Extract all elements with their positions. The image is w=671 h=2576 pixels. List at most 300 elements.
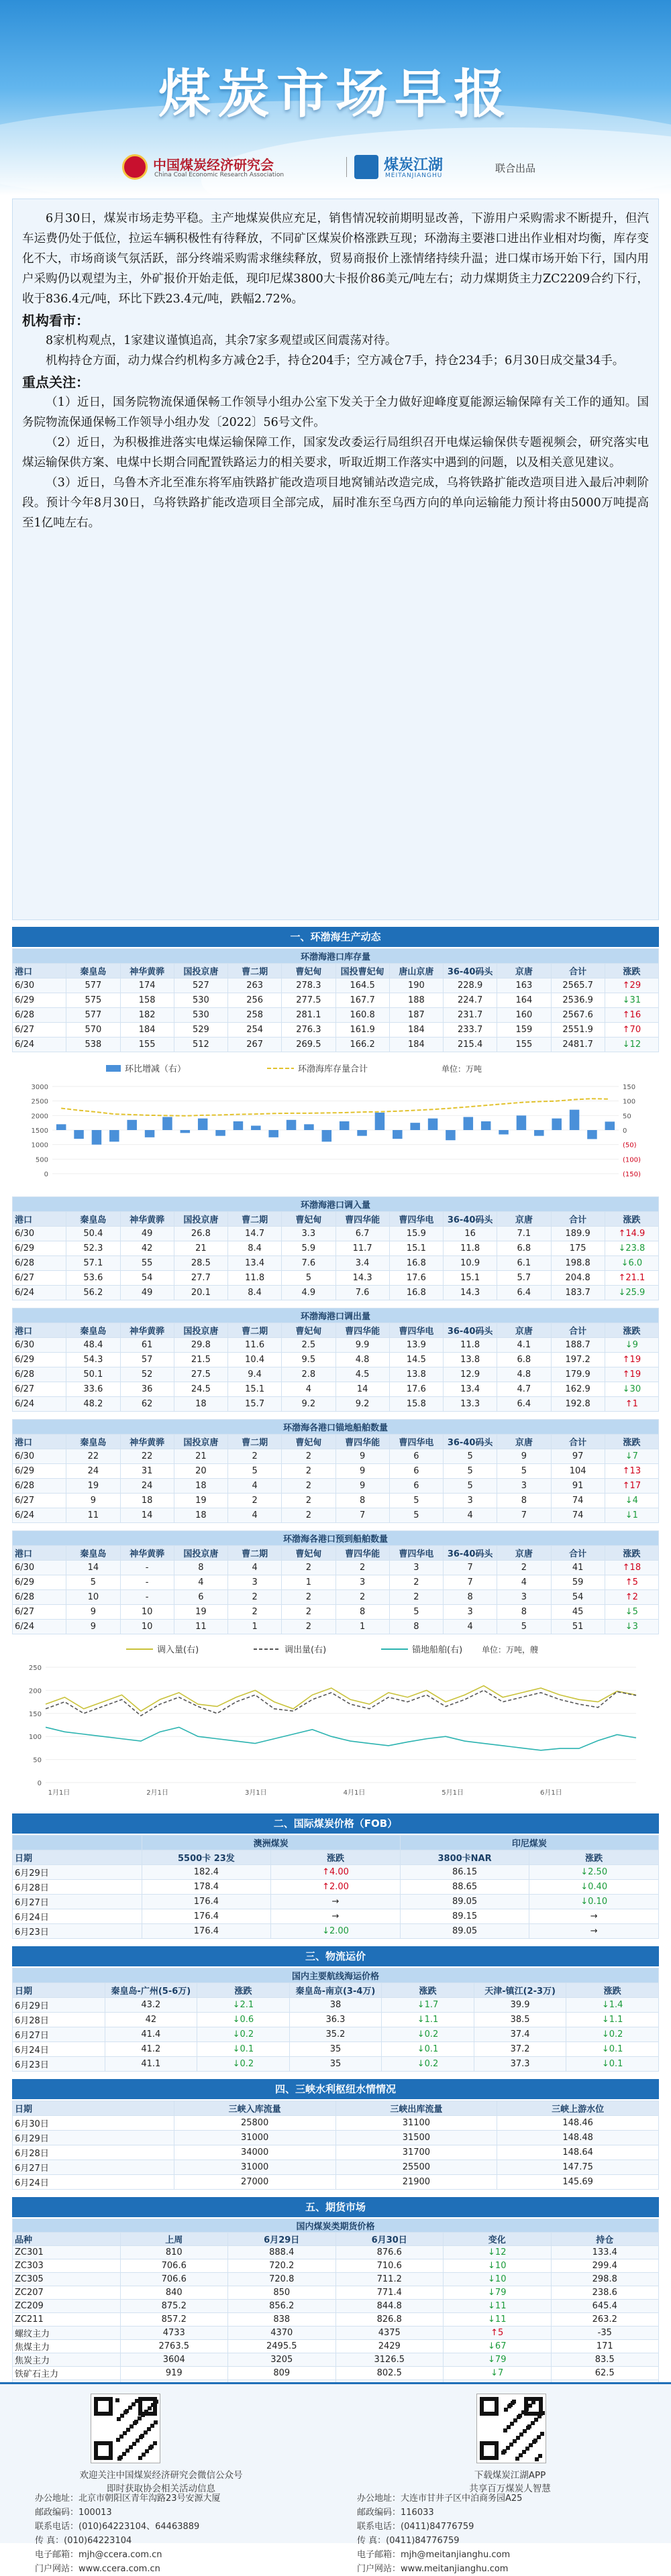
- data-cell: 6/28: [13, 1590, 66, 1605]
- data-cell: 4: [497, 1575, 551, 1590]
- data-cell: 17.6: [389, 1271, 443, 1286]
- data-cell: 850: [228, 2286, 336, 2300]
- data-cell: 25500: [336, 2160, 497, 2175]
- table-row: [13, 1256, 659, 1271]
- data-cell: 9.2: [336, 1397, 389, 1412]
- data-cell: 645.4: [551, 2300, 659, 2313]
- data-cell: 6.1: [497, 1256, 551, 1271]
- data-cell: 2: [336, 1561, 389, 1575]
- data-cell: 36: [120, 1382, 174, 1397]
- data-cell: ↓2.00: [271, 1924, 401, 1939]
- summary-paragraph: 6月30日，煤炭市场走势平稳。主产地煤炭供应充足，销售情况较前期明显改善，下游用户采购需求不断提升，但汽车运费仍处于低位，拉运车辆积极性有待释放，不同矿区煤炭价格涨跌互现；环渤海主要港口进出作业相对均衡，库存变化不大，市场商谈气氛活跃，部分终端采购需求继续释放，贸易商报价上涨情绪持续升温；进口煤市场开始下行，国内用户采购仍以观望为主，外矿报价开始走低，现印尼煤3800大卡报价86美元/吨左右；动力煤期货主力ZC2209合约下行，收于836.4元/吨，环比下跌23.4元/吨，跌幅2.72%。: [22, 212, 649, 306]
- data-cell: 278.3: [282, 978, 336, 993]
- data-cell: →: [529, 1909, 659, 1924]
- data-cell: 4.5: [336, 1367, 389, 1382]
- table-row: [13, 1271, 659, 1286]
- change-bar: [198, 1119, 208, 1130]
- data-cell: ↑5: [605, 1575, 658, 1590]
- data-cell: 145.69: [497, 2175, 659, 2190]
- data-cell: 163: [497, 978, 551, 993]
- x-tick-label: 6月1日: [539, 1789, 562, 1797]
- data-cell: ↑19: [605, 1353, 658, 1367]
- table-row: [13, 978, 659, 993]
- data-cell: 2: [228, 1494, 282, 1508]
- caption-cell: 环渤海各港口预到船舶数量: [13, 1531, 659, 1546]
- header-cell: 曹四华电: [389, 1212, 443, 1227]
- data-cell: 7.6: [282, 1256, 336, 1271]
- data-cell: 42: [120, 1241, 174, 1256]
- header-cell: 三峡出库流量: [336, 2101, 497, 2116]
- caption-cell: 国内主要航线海运价格: [13, 1968, 659, 1983]
- data-cell: 6月27日: [13, 1895, 142, 1909]
- data-cell: ↑17: [605, 1479, 658, 1494]
- header-cell: 国投京唐: [174, 1435, 227, 1449]
- data-cell: 6/28: [13, 1479, 66, 1494]
- logo-bar: [0, 152, 671, 182]
- data-cell: 254: [228, 1023, 282, 1038]
- y-tick-label: 1000: [31, 1141, 48, 1150]
- header-cell: 36-40码头: [444, 964, 497, 978]
- data-cell: 6/24: [13, 1038, 66, 1052]
- header-cell: 秦皇岛: [66, 1323, 120, 1338]
- data-cell: 840: [120, 2286, 228, 2300]
- table-row: [13, 1575, 659, 1590]
- table-row: [13, 2057, 659, 2072]
- data-cell: 50.1: [66, 1367, 120, 1382]
- app-qr-code-icon: [476, 2394, 546, 2463]
- header-cell: 曹四华能: [336, 1435, 389, 1449]
- change-bar: [251, 1126, 261, 1131]
- data-cell: 9.9: [336, 1338, 389, 1353]
- caption-cell: 环渤海港口库存量: [13, 949, 659, 964]
- table-row: [13, 2353, 659, 2367]
- ccera-name-en: China Coal Economic Research Association: [154, 172, 285, 178]
- data-cell: 269.5: [282, 1038, 336, 1052]
- caption-cell: [13, 1836, 142, 1850]
- y2-tick-label: (100): [623, 1156, 641, 1164]
- data-cell: 9: [66, 1494, 120, 1508]
- data-cell: 189.9: [551, 1227, 605, 1241]
- table-caption: [13, 1968, 659, 1983]
- data-cell: 6/29: [13, 1241, 66, 1256]
- data-cell: 54: [120, 1271, 174, 1286]
- data-cell: 6月29日: [13, 2131, 174, 2145]
- data-cell: 6/27: [13, 1271, 66, 1286]
- data-cell: 6/28: [13, 1367, 66, 1382]
- data-cell: 8.4: [228, 1286, 282, 1300]
- data-cell: ↑19: [605, 1367, 658, 1382]
- data-cell: 8: [497, 1605, 551, 1620]
- data-cell: 4: [282, 1382, 336, 1397]
- data-cell: 43.2: [105, 1998, 197, 2013]
- data-cell: 174: [120, 978, 174, 993]
- section-title-intl-price: 二、国际煤炭价格（FOB）: [12, 1813, 659, 1834]
- data-cell: ↑16: [605, 1008, 658, 1023]
- table-caption: [13, 949, 659, 964]
- data-cell: 2: [282, 1508, 336, 1523]
- data-cell: 18: [174, 1508, 227, 1523]
- data-cell: 538: [66, 1038, 120, 1052]
- data-cell: 267: [228, 1038, 282, 1052]
- data-cell: 4: [444, 1620, 497, 1634]
- section-title-three-gorges: 四、三峡水利枢纽水情情况: [12, 2079, 659, 2099]
- header-cell: 合计: [551, 964, 605, 978]
- data-cell: 6/30: [13, 1561, 66, 1575]
- header-cell: 神华黄骅: [120, 964, 174, 978]
- futures-table: [12, 2219, 659, 2394]
- table-row: [13, 2259, 659, 2273]
- data-cell: 2: [282, 1590, 336, 1605]
- header-cell: 涨跌: [197, 1983, 290, 1998]
- three-gorges-table: [12, 2101, 659, 2190]
- header-cell: 曹四华能: [336, 1546, 389, 1561]
- data-cell: ↑1: [605, 1397, 658, 1412]
- data-cell: 6月27日: [13, 2027, 105, 2042]
- data-cell: 6月23日: [13, 1924, 142, 1939]
- data-cell: ↓5: [605, 1605, 658, 1620]
- header-cell: 涨跌: [605, 1323, 658, 1338]
- table-row: [13, 1353, 659, 1367]
- data-cell: ↑18: [605, 1561, 658, 1575]
- data-cell: 18: [120, 1494, 174, 1508]
- data-cell: 48.4: [66, 1338, 120, 1353]
- data-cell: 6/30: [13, 978, 66, 993]
- data-cell: 34000: [174, 2145, 336, 2160]
- data-cell: 9.2: [282, 1397, 336, 1412]
- header-cell: 合计: [551, 1323, 605, 1338]
- table-row: [13, 1605, 659, 1620]
- data-cell: 6.4: [497, 1286, 551, 1300]
- data-cell: 6月24日: [13, 2042, 105, 2057]
- data-cell: 8: [336, 1494, 389, 1508]
- data-cell: 24: [120, 1479, 174, 1494]
- data-cell: 711.2: [336, 2273, 444, 2286]
- data-cell: 802.5: [336, 2367, 444, 2380]
- data-cell: 11.8: [444, 1241, 497, 1256]
- data-cell: 184: [389, 1023, 443, 1038]
- header-cell: 涨跌: [605, 1212, 658, 1227]
- data-cell: 42: [105, 2013, 197, 2027]
- data-cell: ZC301: [13, 2246, 121, 2259]
- change-bar: [410, 1123, 420, 1130]
- data-cell: 17.6: [389, 1382, 443, 1397]
- header-cell: 唐山京唐: [389, 964, 443, 978]
- data-cell: 57.1: [66, 1256, 120, 1271]
- wechat-caption: 欢迎关注中国煤炭经济研究会微信公众号 即时获取协会相关活动信息: [79, 2470, 243, 2494]
- data-cell: 3604: [120, 2353, 228, 2367]
- data-cell: ↑4.00: [271, 1865, 401, 1880]
- data-cell: ↓9: [605, 1338, 658, 1353]
- outflow-table: [12, 1308, 659, 1412]
- table-caption: [13, 1836, 659, 1850]
- data-cell: 5: [389, 1508, 443, 1523]
- data-cell: 6: [389, 1464, 443, 1479]
- header-cell: 变化: [444, 2233, 552, 2246]
- data-cell: ↓0.1: [566, 2042, 659, 2057]
- header-cell: 36-40码头: [444, 1323, 497, 1338]
- data-cell: 809: [228, 2367, 336, 2380]
- data-cell: 4733: [120, 2327, 228, 2340]
- data-cell: 162.9: [551, 1382, 605, 1397]
- data-cell: 74: [551, 1494, 605, 1508]
- data-cell: 89.05: [400, 1924, 529, 1939]
- app-caption: 下载煤炭江湖APP 共享百万煤炭人智慧: [469, 2470, 551, 2494]
- data-cell: 104: [551, 1464, 605, 1479]
- data-cell: 4: [228, 1561, 282, 1575]
- data-cell: 10: [120, 1605, 174, 1620]
- table-row: [13, 1449, 659, 1464]
- data-cell: ↓4: [605, 1494, 658, 1508]
- header-cell: 国投京唐: [174, 1212, 227, 1227]
- data-cell: 3: [389, 1561, 443, 1575]
- data-cell: 256: [228, 993, 282, 1008]
- data-cell: 50.4: [66, 1227, 120, 1241]
- x-tick-label: 1月1日: [48, 1789, 70, 1797]
- data-cell: 4.8: [497, 1367, 551, 1382]
- table-row: [13, 1286, 659, 1300]
- table-header: [13, 1435, 659, 1449]
- data-cell: 91: [551, 1479, 605, 1494]
- data-cell: ↓23.8: [605, 1241, 658, 1256]
- data-cell: 2536.9: [551, 993, 605, 1008]
- data-cell: 8: [497, 1494, 551, 1508]
- data-cell: 4370: [228, 2327, 336, 2340]
- header-cell: 港口: [13, 1546, 66, 1561]
- x-tick-label: 5月1日: [442, 1789, 464, 1797]
- data-cell: 263: [228, 978, 282, 993]
- institution-paragraph: 8家机构观点，1家建议谨慎追高，其余7家多观望或区间震荡对待。: [46, 334, 397, 347]
- header-cell: 曹妃甸: [282, 1323, 336, 1338]
- header-cell: 三峡入库流量: [174, 2101, 336, 2116]
- header-cell: 京唐: [497, 1435, 551, 1449]
- data-cell: 22: [66, 1449, 120, 1464]
- data-cell: 59: [551, 1575, 605, 1590]
- header-cell: 三峡上游水位: [497, 2101, 659, 2116]
- data-cell: 31700: [336, 2145, 497, 2160]
- data-cell: 49: [120, 1227, 174, 1241]
- data-cell: 39.9: [474, 1998, 566, 2013]
- data-cell: 7: [444, 1561, 497, 1575]
- data-cell: 21900: [336, 2175, 497, 2190]
- data-cell: 183.7: [551, 1286, 605, 1300]
- data-cell: 5: [444, 1479, 497, 1494]
- data-cell: 188.7: [551, 1338, 605, 1353]
- header-cell: 国投曹妃甸: [336, 964, 389, 978]
- data-cell: 176.4: [142, 1909, 271, 1924]
- flow-chart: [12, 1640, 659, 1808]
- data-cell: ↓1.1: [566, 2013, 659, 2027]
- data-cell: 2.5: [282, 1338, 336, 1353]
- caption-cell: 国内煤炭类期货价格: [13, 2219, 659, 2233]
- page-title: 煤炭市场早报: [158, 64, 513, 125]
- header-cell: 曹四华能: [336, 1212, 389, 1227]
- change-bar: [446, 1130, 456, 1140]
- series-line: [46, 1686, 636, 1712]
- data-cell: 13.4: [444, 1382, 497, 1397]
- table-row: [13, 2340, 659, 2353]
- table-row: [13, 1924, 659, 1939]
- y-tick-label: 0: [37, 1780, 42, 1787]
- data-cell: 31000: [174, 2160, 336, 2175]
- header-cell: 上周: [120, 2233, 228, 2246]
- data-cell: 22: [120, 1449, 174, 1464]
- data-cell: ↓1: [605, 1508, 658, 1523]
- data-cell: 919: [120, 2367, 228, 2380]
- y2-tick-label: (50): [623, 1141, 637, 1150]
- data-cell: 6.4: [497, 1397, 551, 1412]
- header-cell: 京唐: [497, 1212, 551, 1227]
- data-cell: 3: [444, 1494, 497, 1508]
- table-header: [13, 2233, 659, 2246]
- data-cell: ZC207: [13, 2286, 121, 2300]
- data-cell: 6月24日: [13, 1909, 142, 1924]
- data-cell: 6月29日: [13, 1998, 105, 2013]
- data-cell: 176.4: [142, 1895, 271, 1909]
- data-cell: 298.8: [551, 2273, 659, 2286]
- caption-cell: 环渤海港口调入量: [13, 1197, 659, 1212]
- data-cell: 15.7: [228, 1397, 282, 1412]
- table-row: [13, 1038, 659, 1052]
- change-bar: [570, 1110, 580, 1130]
- header-cell: 港口: [13, 1323, 66, 1338]
- data-cell: 54: [551, 1590, 605, 1605]
- data-cell: 6/27: [13, 1605, 66, 1620]
- data-cell: ↓0.2: [382, 2057, 474, 2072]
- data-cell: 铁矿石主力: [13, 2367, 121, 2380]
- header-cell: 秦皇岛-广州(5-6万): [105, 1983, 197, 1998]
- data-cell: 37.3: [474, 2057, 566, 2072]
- data-cell: 6月28日: [13, 2145, 174, 2160]
- change-bar: [428, 1119, 438, 1130]
- data-cell: ↓11: [444, 2313, 552, 2327]
- data-cell: 10: [120, 1620, 174, 1634]
- data-cell: 706.6: [120, 2259, 228, 2273]
- header-cell: 涨跌: [382, 1983, 474, 1998]
- data-cell: 3: [228, 1575, 282, 1590]
- data-cell: 13.8: [389, 1367, 443, 1382]
- change-bar: [92, 1130, 102, 1145]
- data-cell: 19: [174, 1605, 227, 1620]
- header-cell: 涨跌: [605, 1546, 658, 1561]
- data-cell: 147.75: [497, 2160, 659, 2175]
- data-cell: 529: [174, 1023, 227, 1038]
- caption-cell: 印尼煤炭: [400, 1836, 658, 1850]
- freight-table: [12, 1968, 659, 2072]
- table-row: [13, 2327, 659, 2340]
- data-cell: 31000: [174, 2131, 336, 2145]
- inventory-chart: [12, 1060, 659, 1191]
- data-cell: 2: [336, 1590, 389, 1605]
- data-cell: 161.9: [336, 1023, 389, 1038]
- market-summary: [12, 199, 659, 920]
- table-row: [13, 1397, 659, 1412]
- data-cell: 11: [66, 1508, 120, 1523]
- data-cell: 771.4: [336, 2286, 444, 2300]
- header-cell: 6月30日: [336, 2233, 444, 2246]
- x-tick-label: 4月1日: [343, 1789, 366, 1797]
- header-cell: 秦皇岛-南京(3-4万): [289, 1983, 382, 1998]
- y-tick-label: 0: [44, 1171, 48, 1178]
- data-cell: 166.2: [336, 1038, 389, 1052]
- data-cell: 3.3: [282, 1227, 336, 1241]
- change-bar: [180, 1130, 191, 1133]
- section-title-futures: 五、期货市场: [12, 2197, 659, 2217]
- data-cell: 16: [444, 1227, 497, 1241]
- header-cell: 合计: [551, 1212, 605, 1227]
- data-cell: 8: [336, 1605, 389, 1620]
- data-cell: 3: [497, 1479, 551, 1494]
- data-cell: 16.8: [389, 1256, 443, 1271]
- focus-paragraph: （3）近日，乌鲁木齐北至准东将军庙铁路扩能改造项目地窝铺站改造完成，乌将铁路扩能改造项目进入最后冲刺阶段。预计今年8月30日，乌将铁路扩能改造项目全部完成，届时准东至乌西方向的单向运输能力预计将由5000万吨提高至1亿吨左右。: [22, 476, 649, 530]
- data-cell: 14.3: [444, 1286, 497, 1300]
- data-cell: 49: [120, 1286, 174, 1300]
- data-cell: 35: [289, 2042, 382, 2057]
- change-bar: [375, 1113, 385, 1130]
- data-cell: 9.5: [282, 1353, 336, 1367]
- data-cell: 52: [120, 1367, 174, 1382]
- data-cell: 6/27: [13, 1382, 66, 1397]
- data-cell: ↓0.2: [382, 2027, 474, 2042]
- data-cell: 6月27日: [13, 2160, 174, 2175]
- data-cell: 187: [389, 1008, 443, 1023]
- change-bar: [587, 1130, 597, 1139]
- data-cell: 570: [66, 1023, 120, 1038]
- data-cell: 188: [389, 993, 443, 1008]
- table-row: [13, 1909, 659, 1924]
- data-cell: 29.8: [174, 1338, 227, 1353]
- data-cell: 148.48: [497, 2131, 659, 2145]
- meitanjianghu-logo-icon: [354, 155, 378, 179]
- change-bar: [481, 1121, 491, 1130]
- logo-divider: [346, 157, 347, 177]
- data-cell: 6/29: [13, 993, 66, 1008]
- table-caption: [13, 2219, 659, 2233]
- change-bar: [393, 1130, 403, 1139]
- data-cell: 6/28: [13, 1008, 66, 1023]
- table-row: [13, 1227, 659, 1241]
- data-cell: 9: [336, 1464, 389, 1479]
- header-cell: 秦皇岛: [66, 964, 120, 978]
- data-cell: 5: [389, 1605, 443, 1620]
- table-row: [13, 993, 659, 1008]
- data-cell: 3: [497, 1590, 551, 1605]
- data-cell: ↓7: [605, 1449, 658, 1464]
- table-row: [13, 2300, 659, 2313]
- data-cell: 13.3: [444, 1397, 497, 1412]
- data-cell: 6.8: [497, 1353, 551, 1367]
- data-cell: ZC209: [13, 2300, 121, 2313]
- data-cell: 19: [66, 1479, 120, 1494]
- data-cell: 14: [66, 1561, 120, 1575]
- data-cell: 27000: [174, 2175, 336, 2190]
- footer: [0, 2382, 671, 2574]
- data-cell: 6: [174, 1590, 227, 1605]
- header-cell: 曹四华电: [389, 1546, 443, 1561]
- data-cell: 3.4: [336, 1256, 389, 1271]
- data-cell: 9.4: [228, 1367, 282, 1382]
- data-cell: 4.9: [282, 1286, 336, 1300]
- data-cell: 6月29日: [13, 1865, 142, 1880]
- data-cell: 33.6: [66, 1382, 120, 1397]
- ccera-name: 中国煤炭经济研究会: [153, 157, 274, 173]
- data-cell: 160.8: [336, 1008, 389, 1023]
- data-cell: 5: [66, 1575, 120, 1590]
- data-cell: 7: [497, 1508, 551, 1523]
- data-cell: 577: [66, 1008, 120, 1023]
- data-cell: 192.8: [551, 1397, 605, 1412]
- table-header: [13, 964, 659, 978]
- data-cell: 6: [389, 1479, 443, 1494]
